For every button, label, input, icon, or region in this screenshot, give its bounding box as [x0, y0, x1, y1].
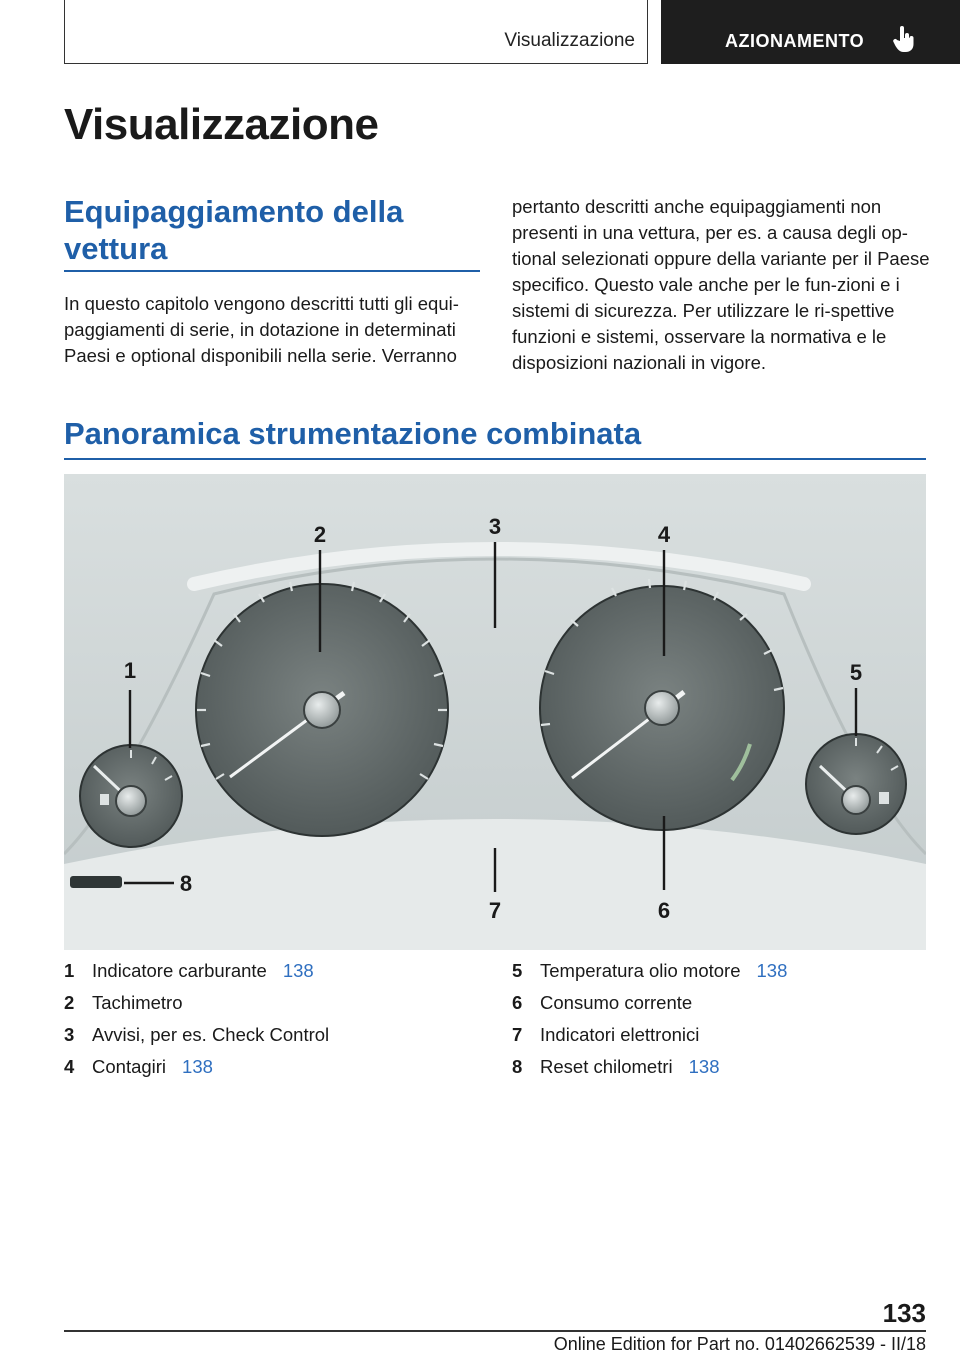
legend-item: 8 Reset chilometri 138: [512, 1056, 720, 1077]
pointing-hand-icon: [893, 26, 915, 54]
legend-item: 3 Avvisi, per es. Check Control: [64, 1024, 330, 1045]
page-reference-link[interactable]: 138: [756, 960, 788, 981]
page-reference-link[interactable]: 138: [282, 960, 314, 981]
fuel-gauge: [80, 745, 182, 847]
oil-temp-icon: [879, 792, 889, 804]
page-reference-link[interactable]: 138: [688, 1056, 720, 1077]
callout-6: 6: [657, 898, 671, 923]
legend-item: 7 Indicatori elettronici: [512, 1024, 700, 1045]
instrument-cluster-figure: [64, 474, 926, 950]
callout-8: 8: [179, 871, 193, 896]
section-title-cluster: Panoramica strumentazione combinata: [64, 416, 642, 451]
header-chapter-label: AZIONAMENTO: [725, 31, 865, 51]
legend-item: 4 Contagiri 138: [64, 1056, 213, 1077]
speedometer: [196, 582, 448, 836]
paragraph-right: pertanto descritti anche equipaggiamenti non presenti in una vettura, per es. a causa degli op-tional selezionati oppure della variante per il Paese specifico. Questo vale anche per le fun-zioni e i sistemi di sicurezza. Per utilizzare le ri-spettive funzioni e sistemi, osservare la normativa e le disposizioni nazionali in vigore.: [512, 196, 930, 373]
oil-temperature-gauge: [806, 734, 906, 834]
section-rule: [64, 458, 926, 460]
callout-5: 5: [849, 660, 863, 685]
header-section-box: [64, 0, 648, 64]
legend-item: 5 Temperatura olio motore 138: [512, 960, 788, 981]
page-reference-link[interactable]: 138: [182, 1056, 213, 1077]
footer-rule: [64, 1330, 926, 1332]
callout-1: 1: [123, 658, 137, 683]
callout-3: 3: [488, 514, 502, 539]
callout-4: 4: [657, 522, 671, 547]
callout-2: 2: [313, 522, 327, 547]
header-chapter-box: [661, 0, 960, 64]
section-title-equipment: Equipaggiamento della vettura: [64, 194, 404, 266]
paragraph-left: In questo capitolo vengono descritti tutti gli equi-paggiamenti di serie, in dotazione in determinati Paesi e optional disponibili nella serie. Verranno: [64, 293, 459, 366]
callout-7: 7: [488, 898, 502, 923]
fuel-pump-icon: [100, 794, 109, 805]
legend-left: [64, 960, 484, 1088]
legend-item: 6 Consumo corrente: [512, 992, 693, 1013]
section-rule: [64, 270, 480, 272]
footer-edition: Online Edition for Part no. 01402662539 - II/18: [553, 1334, 926, 1354]
page-title: Visualizzazione: [64, 100, 379, 149]
header-section-label: Visualizzazione: [504, 30, 635, 51]
legend-item: 1 Indicatore carburante 138: [64, 960, 314, 981]
legend-item: 2 Tachimetro: [64, 992, 183, 1013]
legend-right: [512, 960, 932, 1088]
trip-reset-knob: [70, 876, 122, 888]
page-number: 133: [882, 1298, 926, 1328]
